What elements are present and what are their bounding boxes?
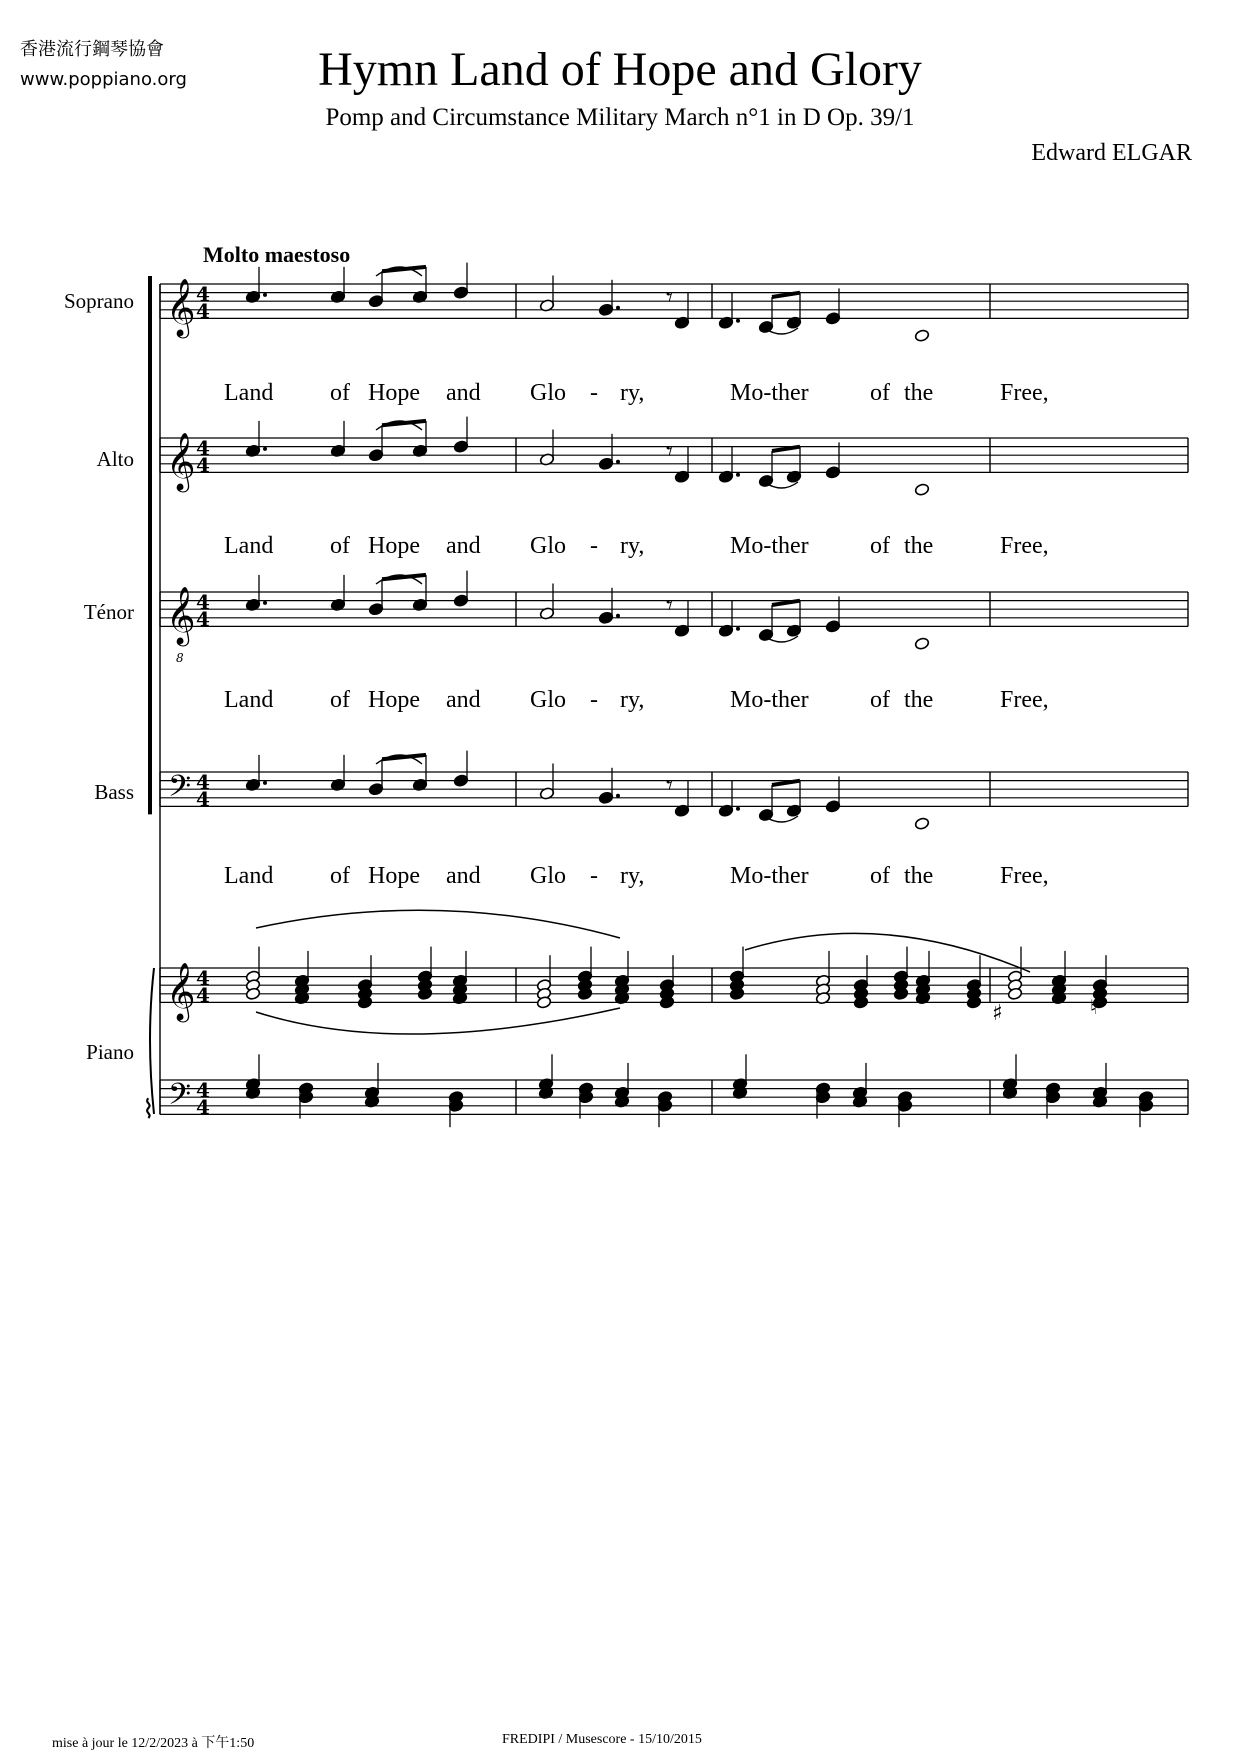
tenor-time-bottom: 4 xyxy=(196,607,210,631)
soprano-lyric: Glo xyxy=(530,380,566,406)
tenor-lyric: of xyxy=(870,687,890,713)
page-subtitle: Pomp and Circumstance Military March n°1 in D Op. 39/1 xyxy=(325,104,915,131)
alto-note-dot xyxy=(263,447,267,451)
alto-lyric: Hope xyxy=(368,533,420,559)
piano-rh-treble-clef-icon: 𝄞 xyxy=(166,962,196,1020)
alto-lyric: the xyxy=(904,533,934,559)
soprano-note xyxy=(914,329,929,342)
instrument-label-alto: Alto xyxy=(96,447,134,471)
instrument-label-piano: Piano xyxy=(86,1040,134,1064)
bass-lyric: Land xyxy=(224,863,274,889)
bass-time-top: 4 xyxy=(196,770,210,794)
piano-lh-bass-clef-icon: 𝄢 xyxy=(168,1078,192,1119)
tenor-lyric: Glo xyxy=(530,687,566,713)
piano-lh-time-bottom: 4 xyxy=(196,1095,210,1119)
alto-lyric: of xyxy=(330,533,350,559)
alto-lyric: Land xyxy=(224,533,274,559)
piano-rh-time-bottom: 4 xyxy=(196,983,210,1007)
alto-note-dot xyxy=(736,473,740,477)
tenor-lyric: Free, xyxy=(1000,687,1049,713)
soprano-lyric: Hope xyxy=(368,380,420,406)
tenor-beam xyxy=(772,601,800,605)
instrument-label-soprano: Soprano xyxy=(64,289,134,313)
composer: Edward ELGAR xyxy=(1031,140,1192,166)
footer-update-date: mise à jour le 12/2/2023 à 下午1:50 xyxy=(52,1736,255,1751)
alto-lyric: Free, xyxy=(1000,533,1049,559)
soprano-lyric: the xyxy=(904,380,934,406)
bass-lyric: ry, xyxy=(620,863,645,889)
bass-lyric: and xyxy=(446,863,481,889)
tenor-note-dot xyxy=(616,614,620,618)
bass-note-dot xyxy=(736,807,740,811)
sharp-icon: ♯ xyxy=(992,1001,1003,1026)
soprano-beam xyxy=(772,293,800,297)
bass-bass-clef-icon: 𝄢 xyxy=(168,770,192,811)
bass-time-bottom: 4 xyxy=(196,787,210,811)
soprano-time-top: 4 xyxy=(196,282,210,306)
tempo-marking: Molto maestoso xyxy=(203,242,351,267)
alto-eighth-rest-icon: 𝄾 xyxy=(666,437,673,467)
tenor-octave-marker: 8 xyxy=(176,651,184,665)
alto-lyric: Glo xyxy=(530,533,566,559)
bass-lyric: - xyxy=(590,863,598,889)
soprano-lyric: of xyxy=(330,380,350,406)
tenor-lyric: Land xyxy=(224,687,274,713)
tenor-lyric: Mo-ther xyxy=(730,687,809,713)
bass-note-dot xyxy=(616,794,620,798)
bass-lyric: Free, xyxy=(1000,863,1049,889)
bass-eighth-rest-icon: 𝄾 xyxy=(666,771,673,801)
soprano-treble-clef-icon: 𝄞 xyxy=(166,278,196,336)
alto-beam xyxy=(772,447,800,451)
soprano-note-dot xyxy=(736,319,740,323)
alto-lyric: of xyxy=(870,533,890,559)
bass-lyric: of xyxy=(870,863,890,889)
watermark-url: www.poppiano.org xyxy=(20,69,187,90)
soprano-lyric: Land xyxy=(224,380,274,406)
instrument-label-bass: Bass xyxy=(94,780,134,804)
page-title: Hymn Land of Hope and Glory xyxy=(318,43,922,96)
alto-time-top: 4 xyxy=(196,436,210,460)
bass-lyric: Mo-ther xyxy=(730,863,809,889)
tenor-treble-clef-icon: 𝄞 xyxy=(166,586,196,644)
soprano-note-dot xyxy=(616,306,620,310)
tenor-lyric: of xyxy=(330,687,350,713)
tenor-lyric: the xyxy=(904,687,934,713)
alto-lyric: and xyxy=(446,533,481,559)
piano-rh-slur xyxy=(256,910,620,938)
alto-lyric: Mo-ther xyxy=(730,533,809,559)
alto-lyric: - xyxy=(590,533,598,559)
piano-rh-slur xyxy=(745,933,1030,972)
tenor-lyric: ry, xyxy=(620,687,645,713)
piano-lh-time-top: 4 xyxy=(196,1078,210,1102)
tenor-note xyxy=(914,637,929,650)
arpeggio-icon: ⌇ xyxy=(142,1095,155,1125)
soprano-lyric: - xyxy=(590,380,598,406)
instrument-label-tenor: Ténor xyxy=(83,600,134,624)
piano-rh-time-top: 4 xyxy=(196,966,210,990)
watermark-chinese: 香港流行鋼琴協會 xyxy=(20,39,164,60)
tenor-lyric: Hope xyxy=(368,687,420,713)
tenor-lyric: - xyxy=(590,687,598,713)
bass-lyric: the xyxy=(904,863,934,889)
piano-brace-icon xyxy=(150,968,154,1114)
tenor-eighth-rest-icon: 𝄾 xyxy=(666,591,673,621)
soprano-eighth-rest-icon: 𝄾 xyxy=(666,283,673,313)
bass-beam xyxy=(772,781,800,785)
soprano-lyric: ry, xyxy=(620,380,645,406)
alto-treble-clef-icon: 𝄞 xyxy=(166,432,196,490)
alto-note xyxy=(914,483,929,496)
bass-lyric: of xyxy=(330,863,350,889)
alto-time-bottom: 4 xyxy=(196,453,210,477)
bass-lyric: Hope xyxy=(368,863,420,889)
alto-note-dot xyxy=(616,460,620,464)
tenor-time-top: 4 xyxy=(196,590,210,614)
soprano-lyric: Free, xyxy=(1000,380,1049,406)
piano-rh-slur xyxy=(256,1008,620,1034)
bass-note xyxy=(914,817,929,830)
tenor-note-dot xyxy=(263,601,267,605)
soprano-lyric: of xyxy=(870,380,890,406)
alto-lyric: ry, xyxy=(620,533,645,559)
natural-icon: ♮ xyxy=(1090,995,1098,1019)
bass-lyric: Glo xyxy=(530,863,566,889)
tenor-note-dot xyxy=(736,627,740,631)
soprano-lyric: Mo-ther xyxy=(730,380,809,406)
bass-note-dot xyxy=(263,781,267,785)
soprano-note-dot xyxy=(263,293,267,297)
soprano-time-bottom: 4 xyxy=(196,299,210,323)
footer-credit: FREDIPI / Musescore - 15/10/2015 xyxy=(502,1732,702,1747)
tenor-lyric: and xyxy=(446,687,481,713)
soprano-lyric: and xyxy=(446,380,481,406)
